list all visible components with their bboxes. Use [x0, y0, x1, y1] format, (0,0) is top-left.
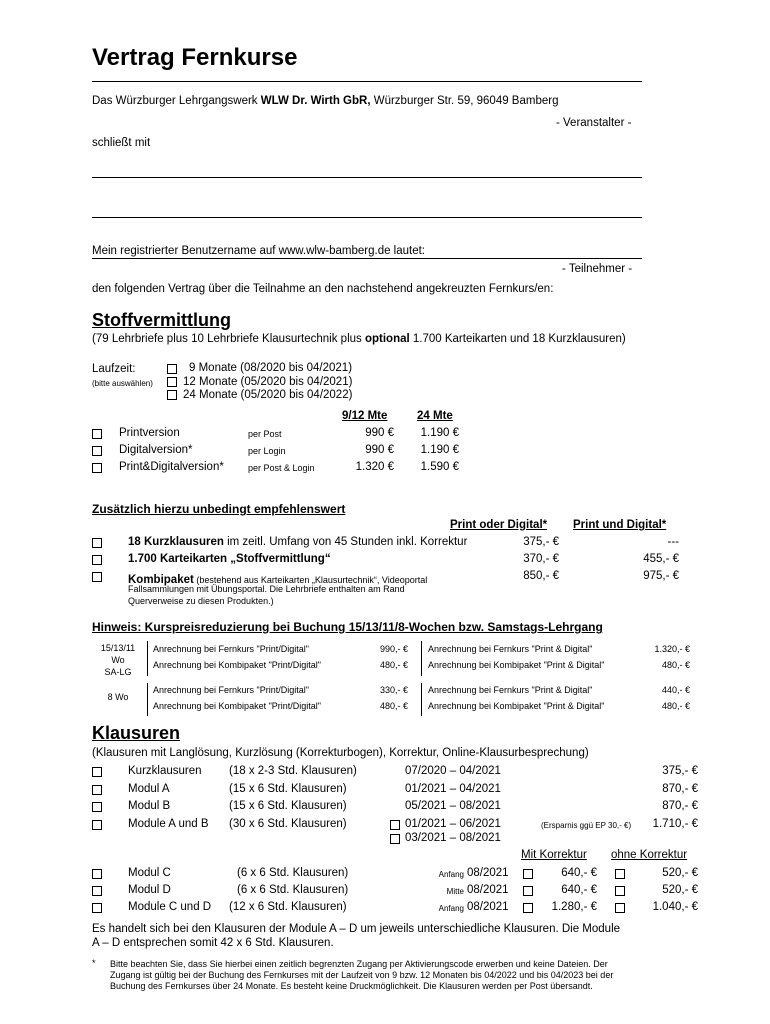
- modul-d-ohne-price: 520,- €: [662, 884, 698, 896]
- modul-a-count: (15 x 6 Std. Klausuren): [229, 783, 347, 795]
- printversion-label: Printversion: [119, 427, 180, 439]
- module-ab-checkbox[interactable]: [92, 820, 102, 830]
- page-title: Vertrag Fernkurse: [92, 44, 298, 71]
- stoff-col-24: 24 Mte: [417, 410, 453, 422]
- modul-d-checkbox[interactable]: [92, 886, 102, 896]
- ohne-korrektur-header: ohne Korrektur: [611, 849, 688, 861]
- printdigital-price-9-12: 1.320 €: [355, 461, 394, 473]
- kombipaket-desc-line3: Querverweise zu diesen Produkten.): [128, 596, 274, 606]
- hinweis-group1-divider-mid: [421, 641, 422, 676]
- modul-a-price: 870,- €: [662, 783, 698, 795]
- participant-address-field[interactable]: [92, 217, 642, 218]
- module-cd-date: 08/2021: [467, 901, 509, 913]
- modul-c-checkbox[interactable]: [92, 869, 102, 879]
- module-ab-price: 1.710,- €: [652, 818, 698, 830]
- modul-c-mit-price: 640,- €: [561, 867, 597, 879]
- modul-d-when: Mitte: [446, 887, 464, 896]
- kurzklausuren-label: Kurzklausuren: [128, 765, 202, 777]
- modul-c-mit-checkbox[interactable]: [523, 869, 533, 879]
- modul-a-label: Modul A: [128, 783, 170, 795]
- kurzklausuren-price: 375,- €: [662, 765, 698, 777]
- hinweis-heading: Hinweis: Kurspreisreduzierung bei Buchung 15/13/11/8-Wochen bzw. Samstags-Lehrgang: [92, 620, 603, 634]
- kurzklausuren-extra-checkbox[interactable]: [92, 538, 102, 548]
- hinweis-g2-a2-price: 480,- €: [379, 701, 408, 711]
- modul-c-date: 08/2021: [467, 867, 509, 879]
- module-cd-ohne-price: 1.040,- €: [652, 901, 698, 913]
- hinweis-g1-b1-price: 1.320,- €: [654, 644, 690, 654]
- module-cd-ohne-checkbox[interactable]: [615, 903, 625, 913]
- printdigital-checkbox[interactable]: [92, 463, 102, 473]
- printdigital-label: Print&Digitalversion*: [119, 461, 224, 473]
- hinweis-g1-a1-label: Anrechnung bei Fernkurs "Print/Digital": [153, 644, 309, 654]
- stoff-col-9-12: 9/12 Mte: [342, 410, 388, 422]
- hinweis-g1-b1-label: Anrechnung bei Fernkurs "Print & Digital": [428, 644, 593, 654]
- printversion-price-9-12: 990 €: [365, 427, 394, 439]
- digitalversion-checkbox[interactable]: [92, 446, 102, 456]
- printdigital-price-24: 1.590 €: [420, 461, 459, 473]
- karteikarten-label: 1.700 Karteikarten „Stoffvermittlung“: [128, 553, 331, 565]
- modul-d-mit-price: 640,- €: [561, 884, 597, 896]
- participant-name-field[interactable]: [92, 177, 642, 178]
- hinweis-g2-b1-price: 440,- €: [661, 685, 690, 695]
- kurzklausuren-period: 07/2020 – 04/2021: [405, 765, 501, 777]
- module-ab-saving: (Ersparnis ggü EP 30,- €): [541, 821, 632, 830]
- company-name: WLW Dr. Wirth GbR,: [260, 95, 371, 107]
- kurzklausuren-extra-label: 18 Kurzklausuren im zeitl. Umfang von 45 Stunden inkl. Korrektur: [128, 536, 468, 548]
- modul-d-ohne-checkbox[interactable]: [615, 886, 625, 896]
- hinweis-g2-b1-label: Anrechnung bei Fernkurs "Print & Digital": [428, 685, 593, 695]
- hinweis-g2-a2-label: Anrechnung bei Kombipaket "Print/Digital": [153, 701, 321, 711]
- hinweis-g1-a2-price: 480,- €: [379, 660, 408, 670]
- module-cd-when: Anfang: [438, 904, 464, 913]
- kurzklausuren-extra-price2: ---: [667, 536, 679, 548]
- digitalversion-price-9-12: 990 €: [365, 444, 394, 456]
- module-cd-count: (12 x 6 Std. Klausuren): [229, 901, 347, 913]
- duration-24-label: 24 Monate (05/2020 bis 04/2022): [183, 389, 353, 401]
- hinweis-g1-a1-price: 990,- €: [379, 644, 408, 654]
- stoff-heading: Stoffvermittlung: [92, 310, 231, 330]
- karteikarten-checkbox[interactable]: [92, 555, 102, 565]
- klausuren-note-line2: A – D entsprechen somit 42 x 6 Std. Klausuren.: [92, 937, 334, 949]
- contract-text: den folgenden Vertrag über die Teilnahme an den nachstehend angekreuzten Fernkurs/en:: [92, 283, 554, 295]
- modul-d-mit-checkbox[interactable]: [523, 886, 533, 896]
- printdigital-note: per Post & Login: [248, 463, 315, 473]
- modul-b-label: Modul B: [128, 800, 171, 812]
- extra-col-print-and-digital: Print und Digital*: [573, 519, 667, 531]
- duration-9-label: 9 Monate (08/2020 bis 04/2021): [189, 362, 353, 374]
- hinweis-group2-divider-left: [147, 683, 148, 716]
- kurzklausuren-extra-price1: 375,- €: [523, 536, 559, 548]
- module-ab-count: (30 x 6 Std. Klausuren): [229, 818, 347, 830]
- klausuren-note-line1: Es handelt sich bei den Klausuren der Module A – D um jeweils unterschiedliche Klausuren. Die Module: [92, 923, 621, 935]
- modul-d-date: 08/2021: [467, 884, 509, 896]
- hinweis-group2-label: 8 Wo: [107, 692, 129, 702]
- username-label: Mein registrierter Benutzername auf www.wlw-bamberg.de lautet:: [92, 245, 426, 257]
- hinweis-group2-divider-mid: [421, 683, 422, 716]
- concludes-with: schließt mit: [92, 137, 151, 149]
- module-ab-period2-checkbox[interactable]: [390, 834, 400, 844]
- kombipaket-label: Kombipaket (bestehend aus Karteikarten „Klausurtechnik“, Videoportal: [128, 574, 428, 586]
- printversion-price-24: 1.190 €: [420, 427, 459, 439]
- participant-role: - Teilnehmer -: [562, 263, 633, 275]
- modul-b-count: (15 x 6 Std. Klausuren): [229, 800, 347, 812]
- laufzeit-note: (bitte auswählen): [92, 379, 153, 388]
- hinweis-g2-b2-price: 480,- €: [661, 701, 690, 711]
- footnote-text: Bitte beachten Sie, dass Sie hierbei einen zeitlich begrenzten Zugang per Aktivierungscode erwerben und keine Dateien. Der Zugang ist gültig bei der Buchung des Fernkurses mit der Laufzeit von 9 bzw. 12 Monaten bis 04/2022 und bis 04/2023 bei der Buchung des Fernkurses über 24 Monate. Es besteht keine Druckmöglichkeit. Die Klausuren werden per Post übersandt.: [110, 959, 614, 991]
- module-cd-checkbox[interactable]: [92, 903, 102, 913]
- kombipaket-checkbox[interactable]: [92, 572, 102, 582]
- kurzklausuren-count: (18 x 2-3 Std. Klausuren): [229, 765, 357, 777]
- karteikarten-price1: 370,- €: [523, 553, 559, 565]
- mit-korrektur-header: Mit Korrektur: [521, 849, 587, 861]
- digitalversion-note: per Login: [248, 446, 286, 456]
- module-cd-mit-checkbox[interactable]: [523, 903, 533, 913]
- karteikarten-price2: 455,- €: [643, 553, 679, 565]
- organizer-role: - Veranstalter -: [556, 117, 632, 129]
- kombipaket-price2: 975,- €: [643, 570, 679, 582]
- module-cd-mit-price: 1.280,- €: [551, 901, 597, 913]
- modul-d-label: Modul D: [128, 884, 171, 896]
- modul-c-ohne-checkbox[interactable]: [615, 869, 625, 879]
- extra-heading: Zusätzlich hierzu unbedingt empfehlenswert: [92, 502, 346, 516]
- modul-b-checkbox[interactable]: [92, 802, 102, 812]
- duration-12-label: 12 Monate (05/2020 bis 04/2021): [183, 376, 353, 388]
- extra-col-print-or-digital: Print oder Digital*: [450, 519, 548, 531]
- modul-c-label: Modul C: [128, 867, 171, 879]
- modul-d-count: (6 x 6 Std. Klausuren): [237, 884, 349, 896]
- modul-b-period: 05/2021 – 08/2021: [405, 800, 501, 812]
- kombipaket-price1: 850,- €: [523, 570, 559, 582]
- modul-c-ohne-price: 520,- €: [662, 867, 698, 879]
- module-ab-period2: 03/2021 – 08/2021: [405, 832, 501, 844]
- hinweis-group1-label: 15/13/11 Wo SA-LG: [100, 643, 136, 677]
- username-field[interactable]: [92, 258, 642, 259]
- intro-line: Das Würzburger Lehrgangswerk WLW Dr. Wirth GbR, Würzburger Str. 59, 96049 Bamberg: [92, 95, 559, 107]
- hinweis-g1-b2-label: Anrechnung bei Kombipaket "Print & Digital": [428, 660, 605, 670]
- klausuren-heading: Klausuren: [92, 723, 181, 743]
- module-ab-period1: 01/2021 – 06/2021: [405, 818, 501, 830]
- hinweis-group1-divider-left: [147, 641, 148, 676]
- digitalversion-label: Digitalversion*: [119, 444, 193, 456]
- kombipaket-desc-line2: Fallsammlungen mit Übungsportal. Die Lehrbriefe enthalten am Rand: [128, 584, 405, 594]
- hinweis-g2-b2-label: Anrechnung bei Kombipaket "Print & Digital": [428, 701, 605, 711]
- module-cd-label: Module C und D: [128, 901, 212, 913]
- modul-c-when: Anfang: [438, 870, 464, 879]
- laufzeit-label: Laufzeit:: [92, 363, 136, 375]
- footnote-star: *: [92, 958, 96, 968]
- hinweis-g2-a1-price: 330,- €: [379, 685, 408, 695]
- printversion-note: per Post: [248, 429, 282, 439]
- module-ab-period1-checkbox[interactable]: [390, 820, 400, 830]
- hinweis-g1-b2-price: 480,- €: [661, 660, 690, 670]
- digitalversion-price-24: 1.190 €: [420, 444, 459, 456]
- modul-b-price: 870,- €: [662, 800, 698, 812]
- kurzklausuren-checkbox[interactable]: [92, 767, 102, 777]
- duration-9-checkbox[interactable]: [167, 364, 177, 374]
- modul-a-checkbox[interactable]: [92, 785, 102, 795]
- modul-a-period: 01/2021 – 04/2021: [405, 783, 501, 795]
- stoff-subtitle: (79 Lehrbriefe plus 10 Lehrbriefe Klausurtechnik plus optional 1.700 Karteikarten und 18 Kurzklausuren): [92, 333, 626, 345]
- duration-12-checkbox[interactable]: [167, 377, 177, 387]
- duration-24-checkbox[interactable]: [167, 390, 177, 400]
- printversion-checkbox[interactable]: [92, 429, 102, 439]
- title-rule: [92, 81, 642, 82]
- hinweis-g1-a2-label: Anrechnung bei Kombipaket "Print/Digital": [153, 660, 321, 670]
- klausuren-subtitle: (Klausuren mit Langlösung, Kurzlösung (Korrekturbogen), Korrektur, Online-Klausurbesprechung): [92, 747, 589, 759]
- hinweis-g2-a1-label: Anrechnung bei Fernkurs "Print/Digital": [153, 685, 309, 695]
- modul-c-count: (6 x 6 Std. Klausuren): [237, 867, 349, 879]
- module-ab-label: Module A und B: [128, 818, 209, 830]
